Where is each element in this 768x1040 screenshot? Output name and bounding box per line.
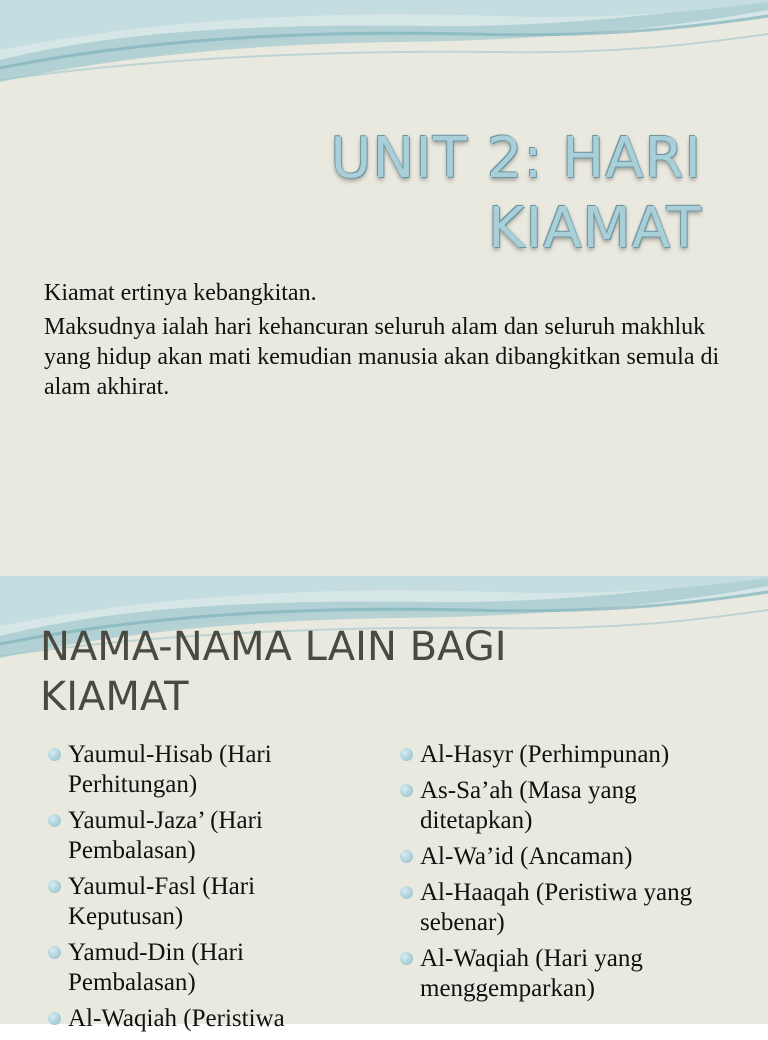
- title-line-1: NAMA-NAMA LAIN BAGI: [40, 624, 507, 670]
- list-item: As-Sa’ah (Masa yang ditetapkan): [400, 776, 720, 836]
- title-line-2: KIAMAT: [487, 196, 702, 261]
- list-item: Yaumul-Jaza’ (Hari Pembalasan): [48, 806, 348, 866]
- bullet-icon: [48, 814, 61, 827]
- bullet-icon: [48, 946, 61, 959]
- list-item: Yamud-Din (Hari Pembalasan): [48, 938, 348, 998]
- bullet-icon: [400, 748, 413, 761]
- wave-decoration: [0, 0, 768, 110]
- list-item: Al-Hasyr (Perhimpunan): [400, 740, 720, 770]
- names-list-left: [48, 740, 348, 1040]
- slide-2-title: [40, 622, 740, 722]
- bullet-icon: [400, 886, 413, 899]
- list-item: Al-Waqiah (Hari yang menggemparkan): [400, 944, 720, 1004]
- slide-title: [142, 124, 702, 264]
- bullet-icon: [48, 880, 61, 893]
- list-item: Yaumul-Hisab (Hari Perhitungan): [48, 740, 348, 800]
- list-item: Al-Haaqah (Peristiwa yang sebenar): [400, 878, 720, 938]
- title-line-1: UNIT 2: HARI: [330, 126, 702, 191]
- bullet-icon: [48, 748, 61, 761]
- slide-body: [44, 278, 724, 406]
- bullet-icon: [400, 784, 413, 797]
- list-item: Yaumul-Fasl (Hari Keputusan): [48, 872, 348, 932]
- paragraph-definition: Kiamat ertinya kebangkitan.: [44, 280, 317, 306]
- title-line-2: KIAMAT: [40, 674, 189, 720]
- names-list-right: [400, 740, 720, 1010]
- list-item: Al-Waqiah (Peristiwa: [48, 1004, 348, 1034]
- list-item: Al-Wa’id (Ancaman): [400, 842, 720, 872]
- bullet-icon: [400, 850, 413, 863]
- paragraph-meaning: Maksudnya ialah hari kehancuran seluruh alam dan seluruh makhluk yang hidup akan mati kemudian manusia akan dibangkitkan semula di alam akhirat.: [44, 314, 720, 400]
- bullet-icon: [48, 1012, 61, 1025]
- bullet-icon: [400, 952, 413, 965]
